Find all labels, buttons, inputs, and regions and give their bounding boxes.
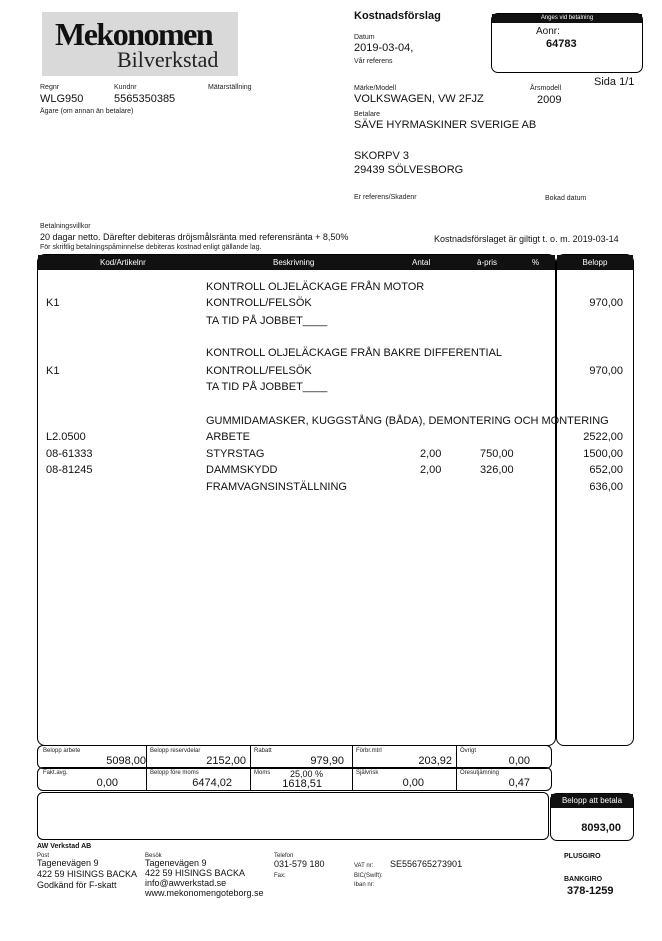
- logo-line1: Mekonomen: [55, 16, 213, 52]
- doc-title: Kostnadsförslag: [354, 10, 441, 22]
- line-antal: 2,00: [420, 464, 442, 476]
- telefon-label: Telefon: [274, 853, 294, 859]
- betalare-label: Betalare: [354, 111, 381, 118]
- line-beskrivning: STYRSTAG: [206, 448, 265, 460]
- er-referens-label: Er referens/Skadenr: [354, 194, 417, 201]
- arbete-value: 5098,00: [106, 755, 146, 767]
- aonr-label: Aonr:: [536, 26, 560, 37]
- datum-value: 2019-03-04,: [354, 42, 414, 54]
- plusgiro-label: PLUSGIRO: [564, 853, 601, 860]
- col-antal: Antal: [412, 258, 431, 267]
- line-beskrivning: KONTROLL/FELSÖK: [206, 297, 312, 309]
- aonr-header: Anges vid betalning: [492, 14, 642, 23]
- fore-moms-label: Belopp före moms: [150, 770, 199, 776]
- belopp-column: [556, 254, 634, 746]
- line-apris: 750,00: [480, 448, 514, 460]
- forbr-value: 203,92: [418, 755, 452, 767]
- col-belopp: Belopp: [557, 255, 633, 270]
- arsmodell-value: 2009: [537, 94, 562, 106]
- terms-line2: För skriftlig betalningspåminnelse debiteras kostnad enligt gällande lag.: [40, 244, 262, 251]
- bankgiro-label: BANKGIRO: [564, 876, 603, 883]
- fax-label: Fax:: [274, 873, 286, 879]
- line-beskrivning: ARBETE: [206, 431, 251, 443]
- line-kod: K1: [46, 365, 60, 377]
- line-belopp: 970,00: [589, 297, 623, 309]
- line-beskrivning: DAMMSKYDD: [206, 464, 278, 476]
- line-belopp: 970,00: [589, 365, 623, 377]
- moms-value: 1618,51: [282, 778, 322, 790]
- line-apris: 326,00: [480, 464, 514, 476]
- post-line3: Godkänd för F-skatt: [37, 880, 117, 890]
- bankgiro-value: 378-1259: [567, 885, 614, 897]
- fore-moms-value: 6474,02: [192, 777, 232, 789]
- ovrigt-label: Övrigt: [460, 748, 477, 754]
- besok-address: [145, 858, 264, 898]
- rabatt-label: Rabatt: [254, 748, 272, 754]
- telefon-value: 031-579 180: [274, 859, 325, 869]
- arsmodell-label: Årsmodell: [530, 85, 562, 92]
- line-belopp: 652,00: [589, 464, 623, 476]
- besok-line1: Tagenevägen 9: [145, 858, 207, 868]
- line-kod: L2.0500: [46, 431, 86, 443]
- sjalvrisk-value: 0,00: [402, 777, 424, 789]
- iban-label: Iban nr:: [354, 882, 375, 888]
- betalare-street: SKORPV 3: [354, 150, 410, 162]
- reservdelar-label: Belopp reservdelar: [150, 748, 201, 754]
- line-beskrivning: FRAMVAGNSINSTÄLLNING: [206, 481, 347, 493]
- besok-email: info@awverkstad.se: [145, 878, 227, 888]
- mekonomen-logo: [42, 12, 238, 76]
- summary-row-1: [37, 745, 552, 769]
- line-kod: 08-81245: [46, 464, 93, 476]
- oresutjamning-label: Öresutjämning: [460, 770, 500, 776]
- valid-until: Kostnadsförslaget är giltigt t. o. m. 2019-03-14: [434, 234, 619, 244]
- aonr-box: [491, 13, 643, 73]
- line-belopp: 1500,00: [583, 448, 623, 460]
- besok-label: Besök: [145, 853, 162, 859]
- marke-value: VOLKSWAGEN, VW 2FJZ: [354, 93, 484, 105]
- sjalvrisk-label: Självrisk: [356, 770, 379, 776]
- page-number: Sida 1/1: [594, 76, 635, 88]
- post-line2: 422 59 HISINGS BACKA: [37, 869, 138, 879]
- betalare-name: SÄVE HYRMASKINER SVERIGE AB: [354, 119, 537, 131]
- betalare-city: 29439 SÖLVESBORG: [354, 164, 464, 176]
- total-label: Belopp att betala: [551, 794, 633, 808]
- line-beskrivning: KONTROLL/FELSÖK: [206, 365, 312, 377]
- line-belopp: 636,00: [589, 481, 623, 493]
- line-belopp: 2522,00: [583, 431, 623, 443]
- kundnr-label: Kundnr: [114, 84, 137, 91]
- betalningsvillkor-label: Betalningsvillkor: [40, 223, 91, 230]
- oresutjamning-value: 0,47: [508, 777, 530, 789]
- line-beskrivning: KONTROLL OLJELÄCKAGE FRÅN MOTOR: [206, 281, 425, 293]
- ovrigt-value: 0,00: [508, 755, 530, 767]
- marke-label: Märke/Modell: [354, 85, 397, 92]
- terms-line1: 20 dagar netto. Därefter debiteras dröjsmålsränta med referensränta + 8,50%: [40, 232, 349, 242]
- col-kod: Kod/Artikelnr: [100, 258, 146, 267]
- regnr-label: Regnr: [40, 84, 60, 91]
- line-beskrivning: TA TID PÅ JOBBET____: [206, 381, 328, 393]
- summary-row-2: [37, 767, 552, 791]
- aonr-value: 64783: [546, 38, 577, 50]
- line-beskrivning: KONTROLL OLJELÄCKAGE FRÅN BAKRE DIFFERENTIAL: [206, 347, 503, 359]
- line-kod: 08-61333: [46, 448, 93, 460]
- col-procent: %: [532, 258, 540, 267]
- forbr-label: Förbr.mtrl: [356, 748, 382, 754]
- blank-notes-box: [37, 792, 549, 840]
- col-apris: à-pris: [477, 258, 498, 267]
- col-beskrivning: Beskrivning: [273, 258, 315, 267]
- total-value: 8093,00: [581, 822, 621, 834]
- line-beskrivning: GUMMIDAMASKER, KUGGSTÅNG (BÅDA), DEMONTERING OCH MONTERING: [206, 415, 609, 427]
- besok-line2: 422 59 HISINGS BACKA: [145, 868, 246, 878]
- logo-line2: Bilverkstad: [117, 47, 219, 72]
- moms-label: Moms: [254, 770, 271, 776]
- kundnr-value: 5565350385: [114, 93, 176, 105]
- footer-company: AW Verkstad AB: [37, 843, 92, 850]
- reservdelar-value: 2152,00: [206, 755, 246, 767]
- regnr-value: WLG950: [40, 93, 84, 105]
- datum-label: Datum: [354, 34, 375, 41]
- bic-label: BIC(Swift):: [354, 873, 383, 879]
- faktavg-value: 0,00: [96, 777, 118, 789]
- rabatt-value: 979,90: [310, 755, 344, 767]
- agare-label: Ägare (om annan än betalare): [40, 108, 134, 115]
- post-address: [37, 858, 137, 891]
- post-label: Post: [37, 853, 50, 859]
- line-antal: 2,00: [420, 448, 442, 460]
- matarstallning-label: Mätarställning: [208, 84, 252, 91]
- vat-label: VAT nr:: [354, 863, 374, 869]
- line-kod: K1: [46, 297, 60, 309]
- total-box: [550, 793, 634, 841]
- bokad-datum-label: Bokad datum: [545, 195, 587, 202]
- var-referens-label: Vår referens: [354, 58, 393, 65]
- items-table-header: [38, 255, 555, 270]
- arbete-label: Belopp arbete: [43, 748, 81, 754]
- vat-value: SE556765273901: [390, 859, 463, 869]
- faktavg-label: Fakt.avg.: [43, 770, 68, 776]
- post-line1: Tagenevägen 9: [37, 858, 99, 868]
- besok-web: www.mekonomengoteborg.se: [145, 888, 264, 898]
- moms-percent: 25,00 %: [290, 769, 324, 779]
- line-beskrivning: TA TID PÅ JOBBET____: [206, 315, 328, 327]
